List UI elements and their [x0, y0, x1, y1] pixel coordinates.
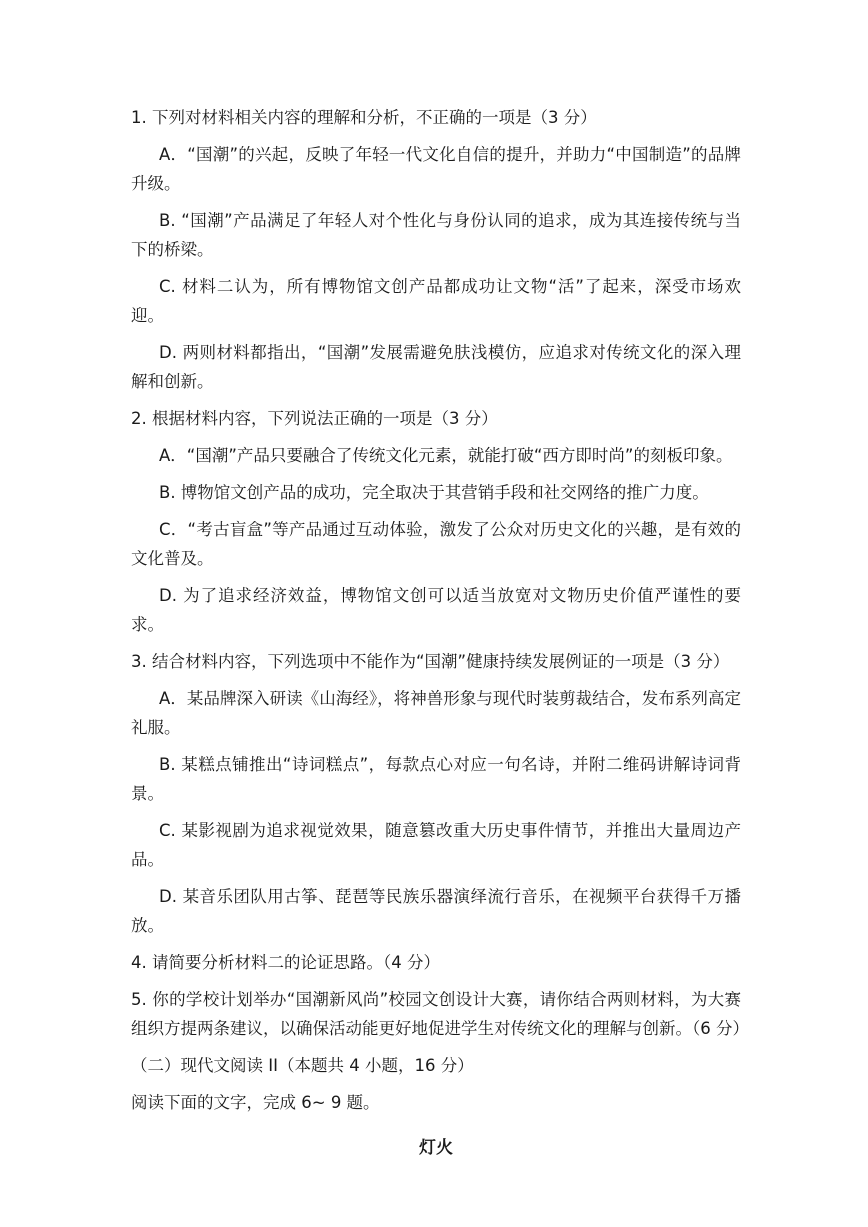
question-3 [131, 647, 741, 940]
question-5-stem: 5. 你的学校计划举办“国潮新风尚”校园文创设计大赛，请你结合两则材料，为大赛组织方提两条建议，以确保活动能更好地促进学生对传统文化的理解与创新。（6 分） [131, 990, 749, 1038]
question-2-option-a: A．“国潮”产品只要融合了传统文化元素，就能打破“西方即时尚”的刻板印象。 [159, 446, 733, 465]
question-3-option-d: D. 某音乐团队用古筝、琵琶等民族乐器演绎流行音乐，在视频平台获得千万播放。 [131, 887, 741, 935]
question-3-stem: 3. 结合材料内容，下列选项中不能作为“国潮”健康持续发展例证的一项是（3 分） [131, 652, 730, 671]
question-2-option-d: D. 为了追求经济效益，博物馆文创可以适当放宽对文物历史价值严谨性的要求。 [131, 586, 741, 634]
question-3-option-c: C. 某影视剧为追求视觉效果，随意篡改重大历史事件情节，并推出大量周边产品。 [131, 821, 741, 869]
question-1-option-d: D. 两则材料都指出，“国潮”发展需避免肤浅模仿，应追求对传统文化的深入理解和创新。 [131, 343, 741, 391]
reading-instruction: 阅读下面的文字，完成 6~ 9 题。 [131, 1093, 380, 1112]
question-1-stem: 1. 下列对材料相关内容的理解和分析，不正确的一项是（3 分） [131, 108, 597, 127]
question-1-option-b: B. “国潮”产品满足了年轻人对个性化与身份认同的追求，成为其连接传统与当下的桥梁。 [131, 211, 741, 259]
section-heading: （二）现代文阅读 II（本题共 4 小题，16 分） [131, 1056, 474, 1075]
question-4-stem: 4. 请简要分析材料二的论证思路。（4 分） [131, 953, 440, 972]
question-2 [131, 404, 741, 639]
question-3-option-a: A．某品牌深入研读《山海经》，将神兽形象与现代时装剪裁结合，发布系列高定礼服。 [131, 689, 741, 737]
passage-title: 灯火 [419, 1138, 453, 1158]
question-1-option-c: C. 材料二认为，所有博物馆文创产品都成功让文物“活”了起来，深受市场欢迎。 [131, 277, 741, 325]
question-2-stem: 2. 根据材料内容，下列说法正确的一项是（3 分） [131, 409, 498, 428]
question-2-option-b: B. 博物馆文创产品的成功，完全取决于其营销手段和社交网络的推广力度。 [159, 483, 709, 502]
question-1 [131, 103, 741, 396]
document-page [131, 103, 749, 1163]
question-2-option-c: C．“考古盲盒”等产品通过互动体验，激发了公众对历史文化的兴趣，是有效的文化普及。 [131, 520, 741, 568]
question-1-option-a: A．“国潮”的兴起，反映了年轻一代文化自信的提升，并助力“中国制造”的品牌升级。 [131, 145, 741, 193]
question-3-option-b: B. 某糕点铺推出“诗词糕点”，每款点心对应一句名诗，并附二维码讲解诗词背景。 [131, 755, 741, 803]
